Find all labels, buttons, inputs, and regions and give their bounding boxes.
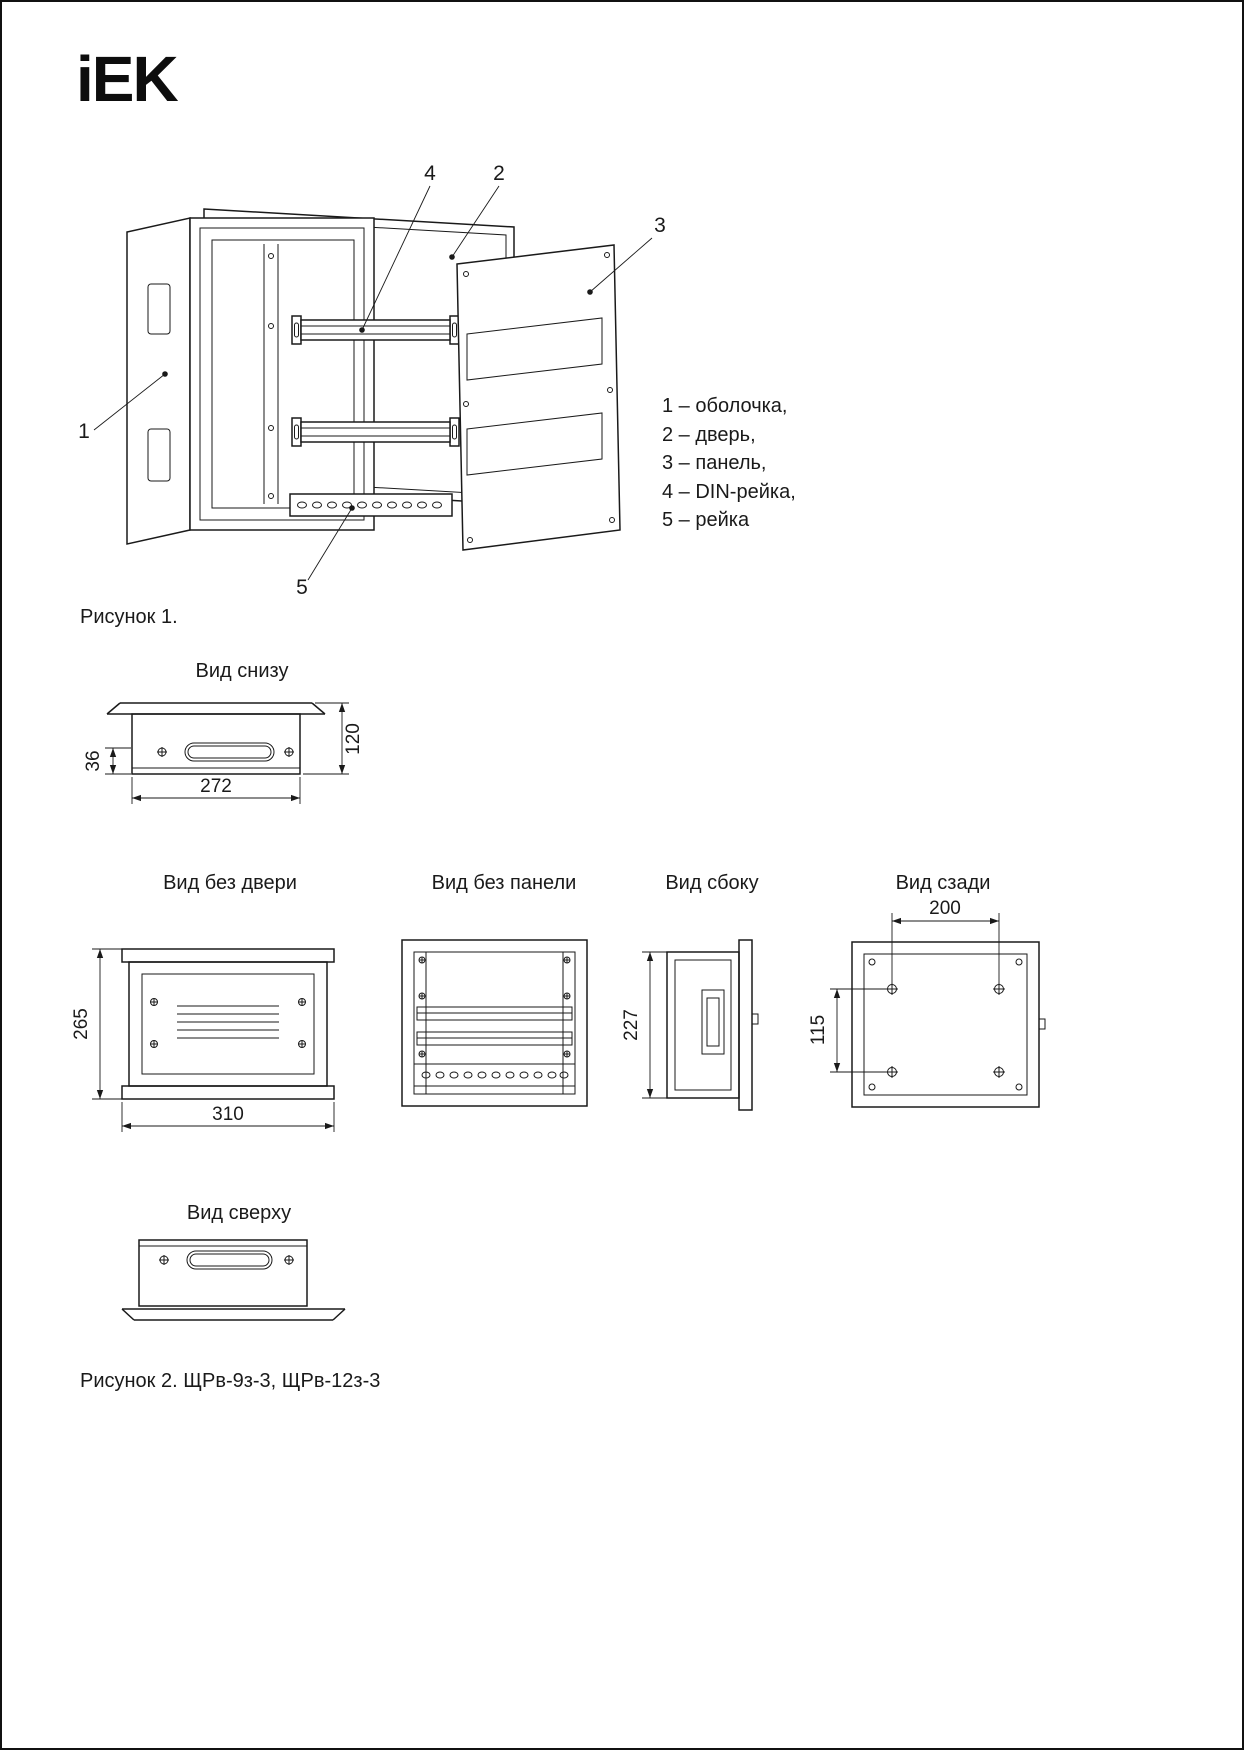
iek-logo: iEK <box>76 43 177 115</box>
latch-detail <box>1039 1019 1045 1029</box>
legend-item-2: 2 – дверь, <box>662 423 756 446</box>
dim-265: 265 <box>71 1008 92 1040</box>
callout-2: 2 <box>493 162 505 185</box>
screw-mark-left <box>159 1255 169 1265</box>
side-dimensions <box>621 952 667 1098</box>
rear-view-drawing <box>808 897 1067 1132</box>
no-door-outline <box>122 949 334 1099</box>
dim-200: 200 <box>929 898 961 919</box>
side-outline <box>667 940 758 1110</box>
no-door-view-title: Вид без двери <box>163 872 297 894</box>
legend-item-5: 5 – рейка <box>662 509 750 531</box>
rear-dimensions <box>808 898 999 1072</box>
bottom-view-drawing <box>83 692 387 817</box>
no-panel-view-drawing <box>392 932 602 1127</box>
figure1-caption: Рисунок 1. <box>80 606 178 628</box>
dim-120: 120 <box>343 723 364 755</box>
rear-view-title: Вид сзади <box>895 872 991 894</box>
no-panel-view-title: Вид без панели <box>431 872 577 894</box>
panel-part <box>457 245 620 550</box>
figure1-legend <box>662 392 796 535</box>
callout-4: 4 <box>424 162 436 185</box>
dim-272: 272 <box>200 776 232 797</box>
dim-310: 310 <box>212 1104 244 1125</box>
bottom-view-dimensions <box>83 703 364 804</box>
no-door-dimensions <box>71 949 334 1132</box>
dim-36: 36 <box>83 750 104 772</box>
screw-mark-right <box>284 747 294 757</box>
figure1-exploded-drawing <box>62 152 802 622</box>
side-view-title: Вид сбоку <box>665 872 759 894</box>
callout-3: 3 <box>654 214 666 237</box>
no-door-view-drawing <box>71 932 372 1147</box>
figure2-caption: Рисунок 2. ЩРв-9з-3, ЩРв-12з-3 <box>80 1370 381 1392</box>
top-view-drawing <box>112 1227 392 1337</box>
bottom-view-title: Вид снизу <box>195 660 289 682</box>
screw-mark-left <box>157 747 167 757</box>
din-rail-upper <box>292 316 459 344</box>
rear-outline <box>852 942 1045 1107</box>
din-rails-front <box>417 1007 572 1045</box>
legend-item-4: 4 – DIN-рейка, <box>662 480 796 503</box>
legend-item-1: 1 – оболочка, <box>662 395 788 417</box>
side-view-drawing <box>621 932 772 1127</box>
no-panel-outline <box>402 940 587 1106</box>
top-view-outline <box>122 1240 345 1320</box>
dim-115: 115 <box>808 1014 829 1046</box>
callout-1: 1 <box>78 420 90 443</box>
screw-mark-right <box>284 1255 294 1265</box>
perforated-strip-front <box>414 1064 575 1086</box>
din-rail-lower <box>292 418 459 446</box>
perforated-rail-part <box>290 494 452 516</box>
legend-item-3: 3 – панель, <box>662 452 767 474</box>
latch-detail <box>752 1014 758 1024</box>
callout-5: 5 <box>296 576 308 599</box>
top-view-title: Вид сверху <box>186 1202 292 1224</box>
dim-227: 227 <box>621 1009 642 1041</box>
bottom-view-outline <box>107 703 325 774</box>
mounting-holes <box>886 983 1005 1078</box>
